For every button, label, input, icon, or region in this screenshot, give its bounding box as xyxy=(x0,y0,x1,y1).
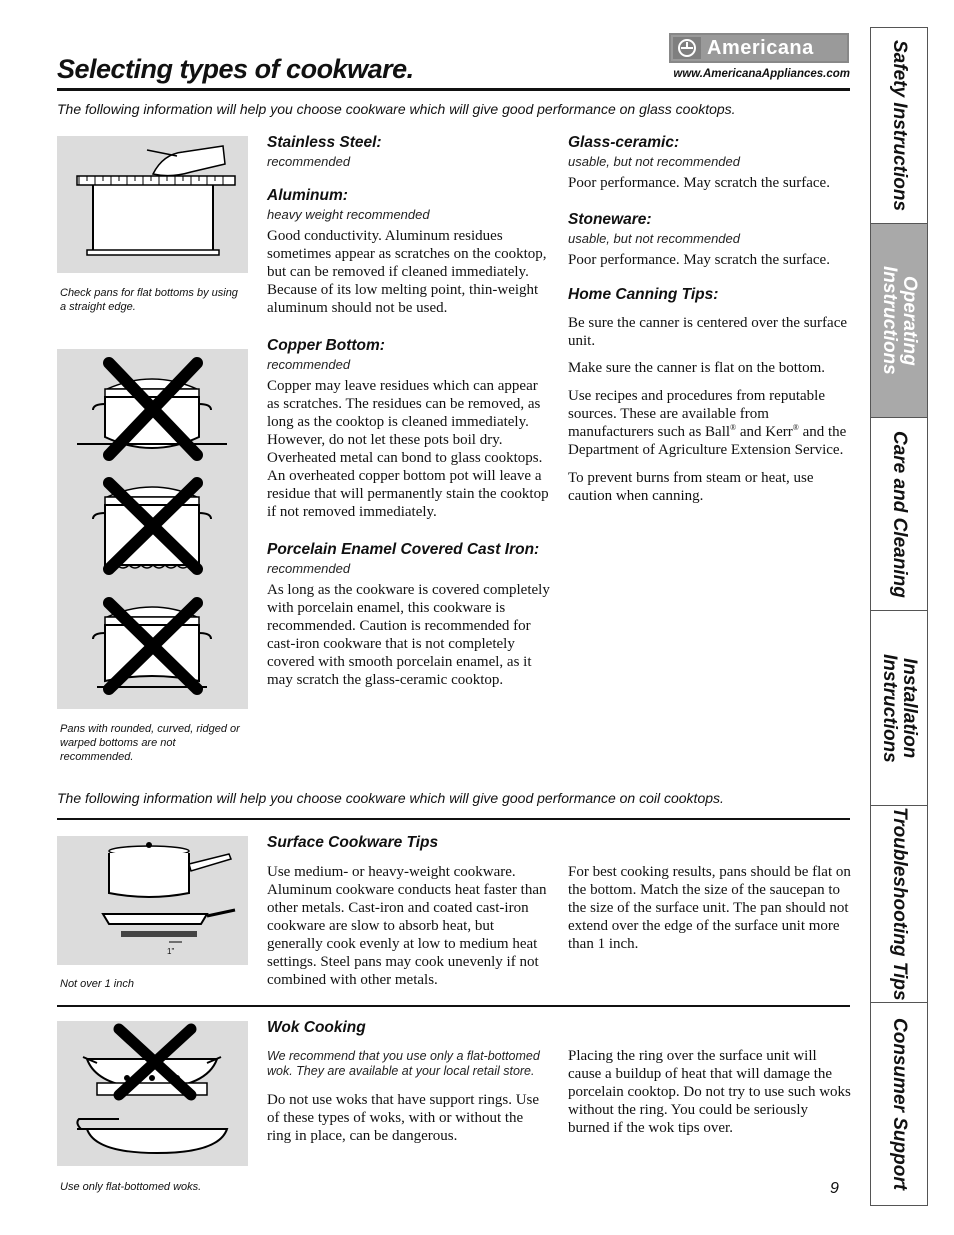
one-inch-mark: 1" xyxy=(167,947,175,956)
tab-safety-instructions[interactable]: Safety Instructions xyxy=(871,28,927,224)
aluminum-heading: Aluminum: xyxy=(267,187,348,204)
brand-name: Americana xyxy=(707,37,814,59)
copper-note: recommended xyxy=(267,357,351,372)
porcelain-text: As long as the cookware is covered completely with porcelain enamel, this cookware is recommended. Caution is recommended for cast-iron cookware that is not completely covered with smooth porcelain enamel, as it may scratch the glass-ceramic cooktop. xyxy=(267,582,550,688)
tab-operating-instructions[interactable]: Operating Instructions xyxy=(871,224,927,418)
intro-coil: The following information will help you choose cookware which will give good performance on coil cooktops. xyxy=(57,790,724,806)
bad-pans-illustration xyxy=(57,349,248,709)
coil-rule xyxy=(57,818,850,820)
glass-heading: Glass-ceramic: xyxy=(568,134,680,151)
brand-mark-icon xyxy=(673,37,701,59)
aluminum-note: heavy weight recommended xyxy=(267,207,430,222)
stoneware-heading: Stoneware: xyxy=(568,211,652,228)
header-rule xyxy=(57,88,850,91)
tab-installation-instructions[interactable]: Installation Instructions xyxy=(871,611,927,806)
porcelain-note: recommended xyxy=(267,561,351,576)
column-right xyxy=(568,134,852,505)
page-number: 9 xyxy=(830,1180,839,1197)
stainless-heading: Stainless Steel: xyxy=(267,134,382,151)
stoneware-text: Poor performance. May scratch the surface. xyxy=(568,252,830,268)
surface-tips-heading: Surface Cookware Tips xyxy=(267,834,439,851)
page-title: Selecting types of cookware. xyxy=(57,54,414,84)
copper-heading: Copper Bottom: xyxy=(267,337,385,354)
aluminum-text: Good conductivity. Aluminum residues sometimes appear as scratches on the cooktop, but can be removed if cleaned immediately. Because of its low melting point, thin-weight aluminum should not be used. xyxy=(267,228,547,316)
column-left xyxy=(267,134,550,689)
copper-text: Copper may leave residues which can appear as scratches. The residues can be removed, as long as the cooktop is cleaned immediately. However, do not let these pots boil dry. Overheated metal can bond to glass cooktops. An overheated copper bottom pot will leave a residue that will permanently stain the cooktop if not removed immediately. xyxy=(267,378,549,520)
wok-text-right: Placing the ring over the surface unit will cause a buildup of heat that will damage the porcelain cooktop. Do not try to use such woks without the ring. You could be seriously burned if the wok tips over. xyxy=(568,1048,851,1136)
wok-text-left: Do not use woks that have support rings. Use of these types of woks, with or without the ring in place, can be dangerous. xyxy=(267,1092,540,1144)
section-tabs xyxy=(870,27,928,1206)
porcelain-heading: Porcelain Enamel Covered Cast Iron: xyxy=(267,541,540,558)
wok-heading: Wok Cooking xyxy=(267,1019,366,1036)
wok-rule xyxy=(57,1005,850,1007)
caption-flat-bottoms: Check pans for flat bottoms by using a straight edge. xyxy=(60,287,238,313)
brand-logo xyxy=(669,33,849,63)
surface-tips-right: For best cooking results, pans should be flat on the bottom. Match the size of the saucepan to the size of the surface unit. The pan should not extend over the edge of the surface unit more than 1 inch. xyxy=(568,864,851,952)
tab-care-and-cleaning[interactable]: Care and Cleaning xyxy=(871,418,927,611)
surface-tips-left: Use medium- or heavy-weight cookware. Aluminum cookware conducts heat faster than other metals. Cast-iron and coated cast-iron cookware are slow to absorb heat, but generally cook evenly at low to medium heat settings. Steel pans may cook unevenly if not combined with other metals. xyxy=(267,864,547,988)
tab-consumer-support[interactable]: Consumer Support xyxy=(889,1017,910,1191)
stainless-note: recommended xyxy=(267,154,351,169)
wok-note: We recommend that you use only a flat-bottomed wok. They are available at your local retail store. xyxy=(267,1049,540,1078)
caption-not-over: Not over 1 inch xyxy=(60,978,134,990)
intro-glass: The following information will help you choose cookware which will give good performance on glass cooktops. xyxy=(57,101,736,117)
wok-illustration xyxy=(57,1021,248,1166)
website-url: www.AmericanaAppliances.com xyxy=(673,68,850,80)
glass-text: Poor performance. May scratch the surface. xyxy=(568,175,830,191)
canning-tip-3: Use recipes and procedures from reputable sources. These are available from manufacturers such as Ball® and Kerr® and the Department of Agriculture Extension Service. xyxy=(568,388,847,458)
glass-note: usable, but not recommended xyxy=(568,154,740,169)
stoneware-note: usable, but not recommended xyxy=(568,231,740,246)
canning-tip-2: Make sure the canner is flat on the bottom. xyxy=(568,360,826,376)
canning-tip-1: Be sure the canner is centered over the surface unit. xyxy=(568,315,848,349)
caption-not-recommended: Pans with rounded, curved, ridged or warped bottoms are not recommended. xyxy=(60,723,240,763)
tab-troubleshooting-tips[interactable]: Troubleshooting Tips xyxy=(871,806,927,1003)
caption-woks: Use only flat-bottomed woks. xyxy=(60,1181,202,1193)
straight-edge-illustration xyxy=(57,136,248,273)
saucepan-illustration xyxy=(57,836,248,965)
canning-tip-4: To prevent burns from steam or heat, use caution when canning. xyxy=(568,470,814,504)
canning-heading: Home Canning Tips: xyxy=(568,286,719,303)
